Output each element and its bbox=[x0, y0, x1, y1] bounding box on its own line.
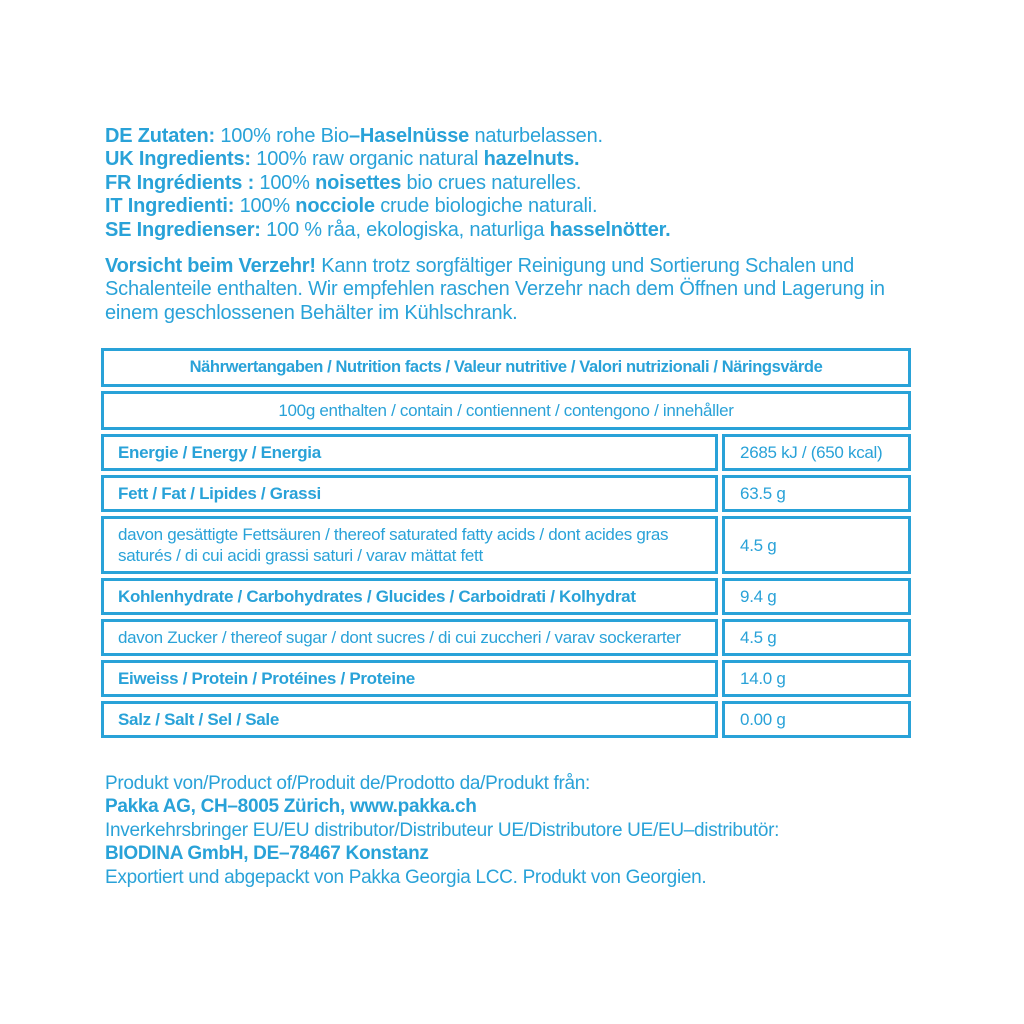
ingredient-text: naturbelassen. bbox=[469, 125, 603, 147]
consumption-warning bbox=[105, 255, 917, 325]
producer-company: Pakka AG, CH–8005 Zürich, www.pakka.ch bbox=[105, 796, 477, 818]
ingredient-highlight: noisettes bbox=[315, 171, 402, 194]
ingredient-line-uk bbox=[105, 148, 920, 171]
table-row-saturated-fat bbox=[101, 516, 911, 574]
row-value: 2685 kJ / (650 kcal) bbox=[722, 434, 911, 471]
row-label: Salz / Salt / Sel / Sale bbox=[101, 701, 718, 738]
row-label: davon Zucker / thereof sugar / dont sucres / di cui zuccheri / varav sockerarter bbox=[101, 619, 718, 656]
table-row-salt bbox=[101, 701, 911, 738]
ingredient-text: 100% bbox=[239, 195, 296, 218]
ingredient-line-fr bbox=[105, 172, 920, 195]
ingredient-lang-prefix: DE Zutaten: bbox=[105, 125, 221, 147]
row-value: 14.0 g bbox=[722, 660, 911, 697]
ingredients-block bbox=[105, 125, 920, 242]
table-subtitle-row bbox=[101, 391, 911, 430]
row-value: 63.5 g bbox=[722, 475, 911, 512]
ingredient-line-it bbox=[105, 195, 920, 218]
ingredient-text: 100% raw organic natural bbox=[256, 148, 484, 171]
table-title-row bbox=[101, 348, 911, 387]
table-row-carbohydrates bbox=[101, 578, 911, 615]
table-title: Nährwertangaben / Nutrition facts / Valeur nutritive / Valori nutrizionali / Näringsvärde bbox=[101, 348, 911, 387]
warning-title: Vorsicht beim Verzehr! bbox=[105, 255, 316, 277]
row-value: 4.5 g bbox=[722, 619, 911, 656]
ingredient-text: 100% rohe Bio bbox=[220, 125, 349, 147]
distributor-company: BIODINA GmbH, DE–78467 Konstanz bbox=[105, 843, 429, 865]
row-value: 0.00 g bbox=[722, 701, 911, 738]
ingredient-highlight: hazelnuts. bbox=[483, 148, 580, 171]
row-label: Eiweiss / Protein / Protéines / Proteine bbox=[101, 660, 718, 697]
ingredient-line-se bbox=[105, 219, 920, 242]
ingredient-line-de bbox=[105, 125, 920, 148]
row-label: Energie / Energy / Energia bbox=[101, 434, 718, 471]
table-subtitle: 100g enthalten / contain / contiennent / contengono / innehåller bbox=[101, 391, 911, 430]
ingredient-lang-prefix: IT Ingredienti: bbox=[105, 195, 240, 218]
table-row-energy bbox=[101, 434, 911, 471]
ingredient-lang-prefix: SE Ingredienser: bbox=[105, 218, 267, 241]
ingredient-highlight: –Haselnüsse bbox=[348, 125, 470, 147]
ingredient-text: bio crues naturelles. bbox=[401, 171, 582, 194]
ingredient-text: 100 % råa, ekologiska, naturliga bbox=[266, 218, 550, 241]
ingredient-highlight: hasselnötter. bbox=[549, 218, 671, 241]
table-row-protein bbox=[101, 660, 911, 697]
ingredient-lang-prefix: UK Ingredients: bbox=[105, 148, 257, 171]
table-row-fat bbox=[101, 475, 911, 512]
ingredient-text: 100% bbox=[259, 171, 316, 194]
row-value: 4.5 g bbox=[722, 516, 911, 574]
row-label: davon gesättigte Fettsäuren / thereof saturated fatty acids / dont acides gras saturés / di cui acidi grassi saturi / varav mättat fett bbox=[101, 516, 718, 574]
distributor-intro: Inverkehrsbringer EU/EU distributor/Distributeur UE/Distributore UE/EU–distributör: bbox=[105, 819, 780, 841]
row-value: 9.4 g bbox=[722, 578, 911, 615]
row-label: Kohlenhydrate / Carbohydrates / Glucides / Carboidrati / Kolhydrat bbox=[101, 578, 718, 615]
export-note: Exportiert und abgepackt von Pakka Georgia LCC. Produkt von Georgien. bbox=[105, 866, 707, 888]
nutrition-table bbox=[97, 344, 915, 742]
producer-block bbox=[105, 772, 921, 891]
producer-intro: Produkt von/Product of/Produit de/Prodotto da/Produkt från: bbox=[105, 773, 591, 794]
warning-text: Kann trotz sorgfältiger Reinigung und Sortierung Schalen und Schalenteile enthalten. Wir empfehlen raschen Verzehr nach dem Öffnen und Lagerung in einem geschlossenen Behälter im Kühlschrank. bbox=[105, 255, 885, 324]
ingredient-lang-prefix: FR Ingrédients : bbox=[105, 171, 260, 194]
row-label: Fett / Fat / Lipides / Grassi bbox=[101, 475, 718, 512]
table-row-sugar bbox=[101, 619, 911, 656]
ingredient-highlight: nocciole bbox=[295, 195, 375, 218]
ingredient-text: crude biologiche naturali. bbox=[374, 195, 598, 218]
